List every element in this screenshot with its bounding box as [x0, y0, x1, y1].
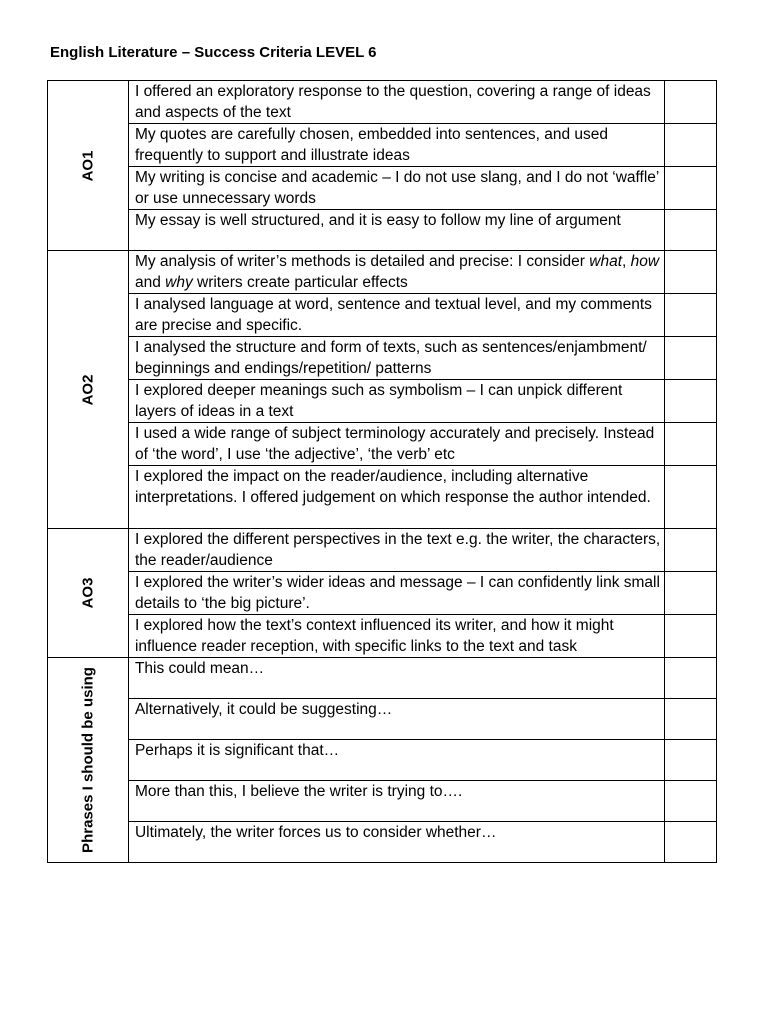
criterion-cell	[128, 251, 664, 294]
table-row	[48, 572, 717, 615]
checkbox-cell[interactable]	[665, 781, 717, 822]
checkbox-cell[interactable]	[665, 615, 717, 658]
checkbox-cell[interactable]	[665, 466, 717, 529]
table-row	[48, 423, 717, 466]
phrase-cell	[128, 699, 664, 740]
criterion-cell	[128, 124, 664, 167]
section-label-ao1: AO1	[79, 150, 97, 181]
criterion-text: I explored the different perspectives in the text e.g. the writer, the characters, the reader/audience	[134, 531, 661, 569]
phrase-text: Ultimately, the writer forces us to consider whether…	[134, 824, 497, 841]
phrase-text: This could mean…	[134, 660, 265, 677]
criterion-text: I used a wide range of subject terminology accurately and precisely. Instead of ‘the word’, I use ‘the adjective’, ‘the verb’ etc	[134, 425, 655, 463]
phrase-text: More than this, I believe the writer is trying to….	[134, 783, 463, 800]
criterion-text: I explored how the text’s context influenced its writer, and how it might influence reader reception, with specific links to the text and task	[134, 617, 614, 655]
section-cell-ao3	[48, 529, 129, 658]
criterion-cell	[128, 529, 664, 572]
section-cell-ao2	[48, 251, 129, 529]
table-row	[48, 251, 717, 294]
criterion-cell	[128, 615, 664, 658]
criterion-text: I explored deeper meanings such as symbolism – I can unpick different layers of ideas in a text	[134, 382, 623, 420]
table-row	[48, 529, 717, 572]
success-criteria-table	[47, 80, 717, 863]
criterion-cell	[128, 210, 664, 251]
checkbox-cell[interactable]	[665, 251, 717, 294]
document-title: English Literature – Success Criteria LEVEL 6	[50, 44, 377, 61]
criterion-text: I analysed language at word, sentence and textual level, and my comments are precise and specific.	[134, 296, 652, 334]
criterion-text: My analysis of writer’s methods is detailed and precise: I consider what, how and why writers create particular effects	[134, 253, 660, 291]
criterion-cell	[128, 423, 664, 466]
table-row	[48, 466, 717, 529]
criterion-text: My quotes are carefully chosen, embedded into sentences, and used frequently to support and illustrate ideas	[134, 126, 608, 164]
phrase-cell	[128, 781, 664, 822]
criterion-cell	[128, 337, 664, 380]
criterion-cell	[128, 167, 664, 210]
table-row	[48, 615, 717, 658]
checkbox-cell[interactable]	[665, 124, 717, 167]
checkbox-cell[interactable]	[665, 822, 717, 863]
checkbox-cell[interactable]	[665, 337, 717, 380]
criterion-text: My writing is concise and academic – I do not use slang, and I do not ‘waffle’ or use unnecessary words	[134, 169, 659, 207]
checkbox-cell[interactable]	[665, 380, 717, 423]
phrase-cell	[128, 658, 664, 699]
table-row	[48, 740, 717, 781]
phrase-cell	[128, 822, 664, 863]
phrase-text: Alternatively, it could be suggesting…	[134, 701, 393, 718]
table-row	[48, 124, 717, 167]
checkbox-cell[interactable]	[665, 572, 717, 615]
checkbox-cell[interactable]	[665, 658, 717, 699]
section-label-phrases: Phrases I should be using	[79, 667, 97, 853]
section-label-ao3: AO3	[79, 577, 97, 609]
table-row	[48, 210, 717, 251]
criterion-text: I explored the writer’s wider ideas and message – I can confidently link small details to ‘the big picture’.	[134, 574, 660, 612]
criterion-text: I analysed the structure and form of texts, such as sentences/enjambment/ beginnings and endings/repetition/ patterns	[134, 339, 647, 377]
table-row	[48, 81, 717, 124]
table-row	[48, 658, 717, 699]
section-label-ao2: AO2	[79, 374, 97, 405]
criterion-cell	[128, 572, 664, 615]
criterion-text: I offered an exploratory response to the question, covering a range of ideas and aspects of the text	[134, 83, 651, 121]
section-cell-ao1	[48, 81, 129, 251]
table-row	[48, 294, 717, 337]
phrase-text: Perhaps it is significant that…	[134, 742, 340, 759]
table-row	[48, 781, 717, 822]
checkbox-cell[interactable]	[665, 529, 717, 572]
table-row	[48, 822, 717, 863]
table-row	[48, 167, 717, 210]
criterion-text: I explored the impact on the reader/audience, including alternative interpretations. I offered judgement on which response the author intended.	[134, 468, 651, 506]
section-cell-phrases	[48, 658, 129, 863]
checkbox-cell[interactable]	[665, 294, 717, 337]
checkbox-cell[interactable]	[665, 81, 717, 124]
checkbox-cell[interactable]	[665, 740, 717, 781]
checkbox-cell[interactable]	[665, 167, 717, 210]
criterion-cell	[128, 81, 664, 124]
checkbox-cell[interactable]	[665, 699, 717, 740]
table-row	[48, 337, 717, 380]
table-row	[48, 699, 717, 740]
checkbox-cell[interactable]	[665, 423, 717, 466]
table-row	[48, 380, 717, 423]
phrase-cell	[128, 740, 664, 781]
criterion-text: My essay is well structured, and it is easy to follow my line of argument	[134, 212, 621, 229]
criterion-cell	[128, 380, 664, 423]
checkbox-cell[interactable]	[665, 210, 717, 251]
criterion-cell	[128, 466, 664, 529]
criterion-cell	[128, 294, 664, 337]
